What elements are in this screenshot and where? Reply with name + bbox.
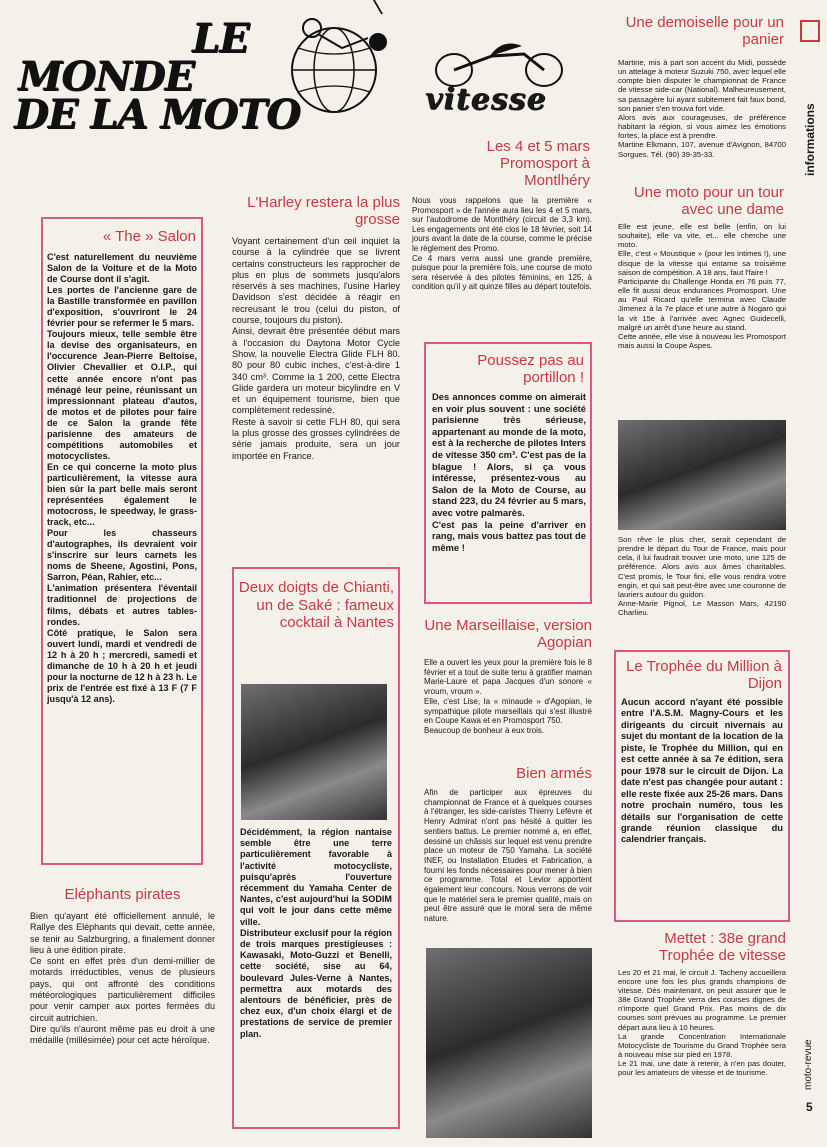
vitesse-title: vitesse <box>425 82 547 117</box>
globe-rider-illustration <box>272 8 402 128</box>
mettet-title: Mettet : 38e grand Trophée de vitesse <box>658 930 786 964</box>
chianti-body: Décidémment, la région nantaise semble être une terre particulièrement favorable à l'activité motocycliste, puisqu'après l'ouverture récemment du Yamaha Center de Nantes, c'est aujourd'hui la SODIM qui voit le jour dans cette même ville. Distributeur exclusif pour la région de trois marques prestigieuses : Kawasaki, Moto-Guzzi et Benelli, cette société, sise au 64, boulevard Jules-Verne à Nantes, permettra aux motards des alentours de bénéficier, près de chez eux, d'un choix élargi et de prestations de service de premier plan. <box>240 827 392 1039</box>
marseillaise-title: Une Marseillaise, version Agopian <box>424 617 592 651</box>
side-logo <box>800 20 820 42</box>
armes-body: Afin de participer aux épreuves du championnat de France et à quelques courses à l'étranger, les side-caristes Thierry Lefèvre et Henry Admirat n'ont pas hésité à quitter les sentiers battus. Le premier nommé a, en effet, dessiné un châssis sur lequel est venu prendre place un moteur de 750 Yamaha. La société INEF, ou Installation Etudes et Fabrication, a fourni les fonds nécessaires pour mener à bien ce programme. Total et Levior apportent également leur concours. Nous verrons de voir que le matériel sera le premier qualité, mais on peut être assuré que le moral sera de même nature. <box>424 788 592 924</box>
elephants-title: Eléphants pirates <box>64 886 181 903</box>
promosport-title: Les 4 et 5 mars Promosport à Montlhéry <box>486 138 590 189</box>
magazine-name: moto-revue <box>803 1039 814 1090</box>
demoiselle-body: Martine, mis à part son accent du Midi, possède un attelage à moteur Suzuki 750, avec lequel elle compte bien disputer le championnat de France de vitesse side-car (National). Malheureusement, sa passagère lui ayant subitement fait faux bond, son panier s'en trouva fort vide. Alors avis aux courageuses, de préférence habitant la région, si vous aimez les émotions fortes, la place est à prendre. Martine Elkmann, 107, avenue d'Avignon, 84700 Sorgues. Tél. (90) 39-35-33. <box>618 58 786 159</box>
page-number: 5 <box>806 1100 813 1114</box>
salon-title: « The » Salon <box>102 228 196 245</box>
marseillaise-body: Elle a ouvert les yeux pour la première fois le 8 février et a tout de suite tenu à gratifier maman Marie-Laure et papa Jacques d'un sonore « vroum, vroum ». Elle, c'est Lise, la « minaude » d'Agopian, le sympathique pilote marseillais qui s'est illustré en Coupe Kawa et en Promosport 750. Beaucoup de bonheur à eux trois. <box>424 658 592 735</box>
moto-dame-title: Une moto pour un tour avec une dame <box>633 184 784 218</box>
portillon-body: Des annonces comme on aimerait en voir plus souvent : une société parisienne très sérieuse, appartenant au monde de la moto, est à la recherche de pilotes Inters de vitesse 350 cm³. C'est pas de la blague ! Alors, si ça vous intéresse, présentez-vous au Salon de la Moto de Course, au stand 223, du 24 février au 5 mars, avec votre palmarès. C'est pas la peine d'arriver en rang, mais vous battez pas tout de même ! <box>432 391 586 553</box>
moto-dame-body-2: Son rêve le plus cher, serait cependant de prendre le départ du Tour de France, mais pour cela, il lui faudrait trouver une moto, une 125 de préférence. Alors avis aux âmes charitables. C'est promis, le Tour fini, elle vous rendra votre engin, et qui sait peut-être avec une couronne de lauriers autour du guidon. Anne-Marie Pignol, Le Masson Mars, 42190 Charlieu. <box>618 535 786 618</box>
racer-photo <box>618 420 786 530</box>
demoiselle-title: Une demoiselle pour un panier <box>625 14 784 48</box>
chianti-title: Deux doigts de Chianti, un de Saké : fameux cocktail à Nantes <box>238 579 394 631</box>
sidecar-photo <box>426 948 592 1138</box>
armes-title: Bien armés <box>516 765 592 782</box>
elephants-body: Bien qu'ayant été officiellement annulé, le Rallye des Eléphants qui devait, cette année, se tenir au Salzburgring, a finalement donner lieu à une édition pirate. Ce sont en effet près d'un demi-millier de motards irréductibles, venus de plusieurs pays, qui ont affronté des conditions météorologiques particulièrement difficiles pour venir camper aux portes fermées du circuit autrichien. Dire qu'ils n'auront même pas eu droit à une médaille (millésimée) pour cet acte héroïque. <box>30 911 215 1046</box>
masthead-line-2: MONDE <box>18 53 194 100</box>
masthead-line-3: DE LA MOTO <box>14 91 300 138</box>
mettet-body: Les 20 et 21 mai, le circuit J. Tacheny accueillera encore une fois les plus grands champions de vitesse. Dès maintenant, on peut assurer que le 38e Grand Trophée verra des courses dignes de n'importe quel Grand Prix. Pas moins de dix courses sont prévues au programme. Le premier départ aura lieu à 10 heures. La grande Concentration Internationale Motocycliste de Tourisme du Grand Trophée sera à nouveau mise sur pied en 1978. Le 21 mai, une date à retenir, à n'en pas douter, pour les amateurs de vitesse et de tourisme. <box>618 968 786 1078</box>
masthead-line-1: LE <box>192 15 249 62</box>
moto-dame-body: Elle est jeune, elle est belle (enfin, on lui souhaite), elle va vite, et... elle cherche une moto. Elle, c'est « Moustique » (pour les intimes !), une disque de la vitesse qui entame sa troisième saison de compétition. A 18 ans, faut l'faire ! Participante du Challenge Honda en 76 puis 77, elle fit aussi deux endurances Promosport. Une au Paul Ricard qu'elle termina avec Claude Jimenez à la 7e place et une autre à Nogaro qui la vit 15e à l'arrivée avec Agnec Guidecelli, malgré un arrêt d'une heure au stand. Cette année, elle vise à nouveau les Promosport mais aussi la Coupe Aspes. <box>618 222 786 351</box>
harley-title: L'Harley restera la plus grosse <box>247 194 400 228</box>
dijon-body: Aucun accord n'ayant été possible entre l'A.S.M. Magny-Cours et les dirigeants du circuit nivernais au sujet du montant de la location de la piste, le Trophée du Million, qui en est cette année à sa 7e édition, sera pour 1978 sur le circuit de Dijon. La date n'est pas changée pour autant : elle reste fixée aux 25-26 mars. Dans notre prochain numéro, tous les détails sur l'organisation de cette grande réunion classique du calendrier français. <box>621 697 783 845</box>
portillon-title: Poussez pas au portillon ! <box>477 352 584 386</box>
showroom-photo <box>241 684 387 820</box>
dijon-title: Le Trophée du Million à Dijon <box>626 658 782 692</box>
salon-body: C'est naturellement du neuvième Salon de la Voiture et de la Moto de Course dont il s'agit. Les portes de l'ancienne gare de la Bastille transformée en pavillon d'exposition, s'ouvriront le 24 février pour se refermer le 5 mars. Toujours mieux, telle semble être la devise des organisateurs, en l'occurence Jean-Pierre Beltoise, Olivier Chevallier et O.I.P., qui cette année encore n'ont pas ménagé leur peine, réunissant un impressionnant plateau d'autos, de motos et de pilotes pour faire de ce Salon la grande fête parisienne des amateurs de compétitions automobiles et motocyclistes. En ce qui concerne la moto plus particulièrement, la vitesse aura bien sûr la part belle mais seront représentées également le motocross, le speedway, le grass-track, etc... Pour les chasseurs d'autographes, ils devraient voir s'inscrire sur leurs carnets les noms de Sheene, Agostini, Pons, Sarron, Péan, Rahier, etc... L'animation présentera l'éventail traditionnel de projections de films, débats et autres tables-rondes. Côté pratique, le Salon sera ouvert lundi, mardi et vendredi de 12 h à 20 h ; mercredi, samedi et dimanche de 10 h à 20 h et jeudi pour la nocturne de 12 h à 23 h. Le prix de l'entrée est fixé à 13 F (7 F jusqu'à 12 ans). <box>47 252 197 704</box>
section-label: informations <box>803 103 817 176</box>
harley-body: Voyant certainement d'un œil inquiet la course à la cylindrée que se livrent certains constructeurs les rapprocher de plus en plus de sommets jusqu'alors réservés à ses machines, l'usine Harley Davidson s'est décidée à réagir en recreusant le trou (celui du piston, of course, toujours du piston). Ainsi, devrait être présentée début mars à l'occasion du Daytona Motor Cycle Show, la nouvelle Electra Glide FLH 80. 80 pour 80 cubic inches, c'est-à-dire 1 340 cm³. Comme la 1 200, cette Electra Glide gardera un moteur bicylindre en V et un équipement tourisme, bien que complètement redessiné. Reste à savoir si cette FLH 80, qui sera la plus grosse des grosses cylindrées de série jamais produite, sera un jour importée en France. <box>232 236 400 461</box>
promosport-body: Nous vous rappelons que la première « Promosport » de l'année aura lieu les 4 et 5 mars, sur l'autodrome de Montlhéry (circuit de 3,3 km). Les engagements ont été clos le 18 février, soit 14 jours avant la date de la course, comme le précise le règlement des Promo. Ce 4 mars verra aussi une grande première, puisque pour la première fois, une course de moto sera réservée à des pilotes féminins, en 125, à condition qu'il y ait quinze filles au départ toutefois. <box>412 196 592 292</box>
